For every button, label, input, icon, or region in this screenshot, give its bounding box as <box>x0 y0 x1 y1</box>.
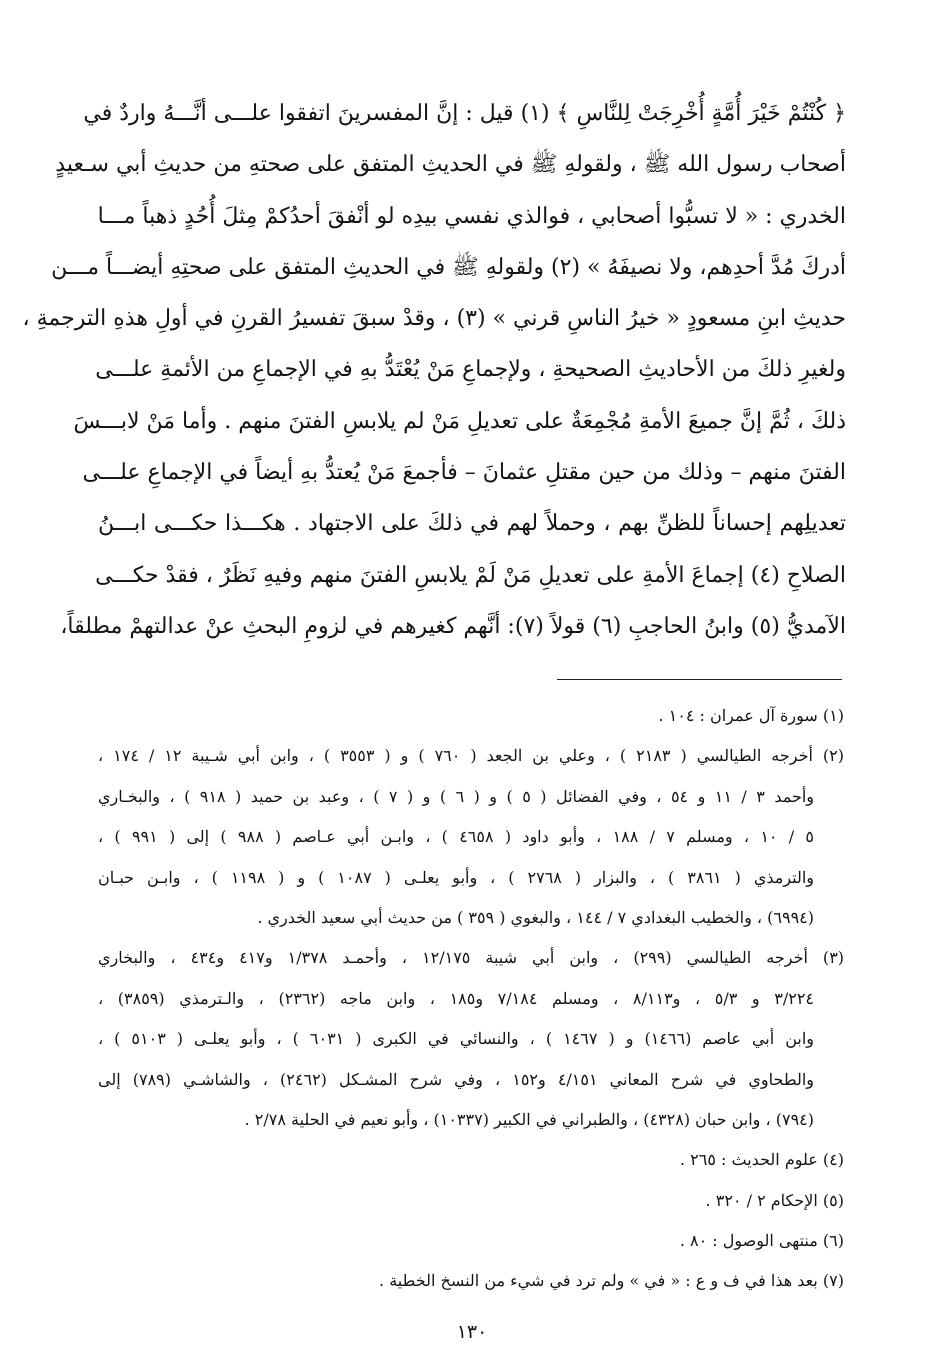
footnotes <box>98 696 844 1302</box>
footnote-line: ٣/٢٢٤ و ٥/٣ ، و٨/١١٣ ، ومسلم ٧/١٨٤ و١٨٥ ، وابن ماجه (٢٣٦٢) ، والـترمذي (٣٨٥٩) ، <box>98 988 815 1008</box>
footnote-line: (٧) بعد هذا في ف و ع : « في » ولم ترد في شيء من النسخ الخطية . <box>379 1271 844 1291</box>
footnote-line: وابن أبي عاصم (١٤٦٦) و ( ١٤٦٧ ) ، والنسائي في الكبرى ( ٦٠٣١ ) ، وأبو يعلـى ( ٥١٠٣ ) ، <box>98 1029 815 1049</box>
main-text-line: ذلكَ ، ثُمَّ إنَّ جميعَ الأمةِ مُجْمِعَةٌ على تعديلِ مَنْ لم يلابسِ الفتنَ منهم . وأما مَنْ لابـــسَ <box>73 408 846 434</box>
main-text-line: تعديلِهم إحساناً للظنِّ بهم ، وحملاً لهم في ذلكَ على الاجتهاد . هكـــذا حكـــى ابـــنُ <box>98 511 846 537</box>
footnote-line: ٥ / ١٠ ، ومسلم ٧ / ١٨٨ ، وأبو داود ( ٤٦٥٨ ) ، وابـن أبي عـاصم ( ٩٨٨ ) إلى ( ٩٩١ ) ، <box>98 827 814 847</box>
footnote-line: (١) سورة آل عمران : ١٠٤ . <box>658 706 844 725</box>
footnote-line: والطحاوي في شرح المعاني ٤/١٥١ و١٥٢ ، وفي شرح المشـكل (٢٤٦٢) ، والشاشـي (٧٨٩) إلى <box>98 1069 815 1089</box>
main-text-line: أصحاب رسول الله ﷺ ، ولقولهِ ﷺ في الحديثِ المتفق على صحتهِ من حديثِ أبي سـعيدٍ <box>55 152 846 178</box>
main-text-line: الخدري : « لا تسبُّوا أصحابي ، فوالذي نفسي بيدِه لو أنْفقَ أحدُكمْ مِثلَ أُحُدٍ ذهباً مـــا <box>97 203 846 229</box>
footnote-line: (٦٩٩٤) ، والخطيب البغدادي ٧ / ١٤٤ ، والبغوي ( ٣٥٩ ) من حديث أبي سعيد الخدري . <box>257 907 814 927</box>
main-text <box>22 88 846 652</box>
main-text-line: الصلاحِ (٤) إجماعَ الأمةِ على تعديلِ مَنْ لَمْ يلابسِ الفتنَ منهم وفيهِ نَظَرٌ ، فقدْ حكـــى <box>95 562 846 588</box>
main-text-line: حديثِ ابنِ مسعودٍ « خيرُ الناسِ قرني » (٣) ، وقدْ سبقَ تفسيرُ القرنِ في أولِ هذهِ الترجمةِ ، <box>22 306 846 332</box>
main-text-line: الآمديُّ (٥) وابنُ الحاجبِ (٦) قولاً (٧): أنَّهم كغيرهم في لزومِ البحثِ عنْ عدالتهمْ مطلقاً، <box>60 613 846 639</box>
page-number: ١٣٠ <box>456 1321 488 1343</box>
footnote-line: (٤) علوم الحديث : ٢٦٥ . <box>680 1150 844 1170</box>
main-text-line: أدركَ مُدَّ أحدِهم، ولا نصيفَهُ » (٢) ولقولهِ ﷺ في الحديثِ المتفق على صحتِهِ أيضـــاً مـــن <box>51 254 846 280</box>
footnote-line: والترمذي ( ٣٨٦١ ) ، والبزار ( ٢٧٦٨ ) ، وأبو يعلـى ( ١٠٨٧ ) و ( ١١٩٨ ) ، وابـن حبـان <box>98 867 815 887</box>
footnote-line: (٧٩٤) ، وابن حبان (٤٣٢٨) ، والطبراني في الكبير (١٠٣٣٧) ، وأبو نعيم في الحلية ٢/٧٨ . <box>244 1109 814 1129</box>
footnote-line: (٢) أخرجه الطيالسي ( ٢١٨٣ ) ، وعلي بن الجعد ( ٧٦٠ ) و ( ٣٥٥٣ ) ، وابن أبي شـيبة ١٢ / ١٧٤ ، <box>98 746 844 766</box>
main-text-line: ولغيرِ ذلكَ من الأحاديثِ الصحيحةِ ، ولإجماعِ مَنْ يُعْتَدُّ بهِ في الإجماعِ من الأئمةِ علـــى <box>95 357 846 383</box>
footnote-line: (٦) منتهى الوصول : ٨٠ . <box>679 1231 844 1251</box>
main-text-line: ﴿ كُنْتُمْ خَيْرَ أُمَّةٍ أُخْرِجَتْ لِلنَّاسِ ﴾ (١) قيل : إنَّ المفسرينَ اتفقوا علـــى أنَّـــهُ واردٌ في <box>83 101 846 126</box>
main-text-line: الفتنَ منهم – وذلك من حين مقتلِ عثمانَ – فأجمعَ مَنْ يُعتدُّ بهِ أيضاً في الإجماعِ علـــى <box>82 460 846 486</box>
footnote-line: (٣) أخرجه الطيالسي (٢٩٩) ، وابن أبي شيبة ١٢/١٧٥ ، وأحمـد ١/٣٧٨ و٤١٧ و٤٣٤ ، والبخاري <box>98 948 845 968</box>
footnote-line: وأحمد ٣ / ١١ و ٥٤ ، وفي الفضائل ( ٥ ) و ( ٦ ) و ( ٧ ) ، وعبد بن حميد ( ٩١٨ ) ، والبخـاري <box>98 786 815 806</box>
footnote-divider <box>557 679 842 680</box>
footnote-line: (٥) الإحكام ٢ / ٣٢٠ . <box>705 1190 844 1210</box>
